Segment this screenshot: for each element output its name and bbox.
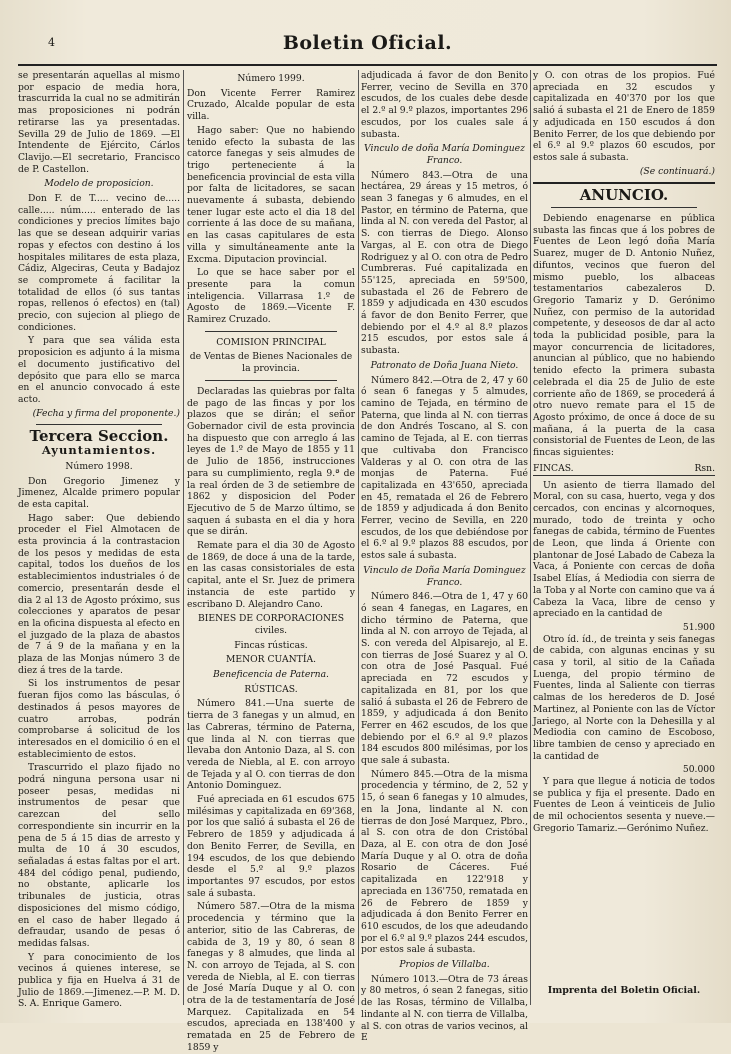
divider [205, 380, 337, 381]
imprint: Imprenta del Boletin Oficial. [547, 985, 701, 996]
paragraph: Número 846.—Otra de 1, 47 y 60 ó sean 4 fanegas, en Lagares, en dicho término de Paterna, que linda al N. con arroyo de Tejada, al S. con vereda del Alpisarejo, al E. con tierras de José Suarez y al O. con otra de José Pasqual. Fué apreciada en 72 escudos y capitalizada en 81, por los que salió á subasta el 26 de Febrero de 1859, y adjudicada á don Benito Ferrer en 462 escudos, de los que debiendo por el 6.º al 9.º plazos 184 escudos 800 milésimas, por los que sale á subasta. [361, 591, 528, 767]
paragraph: adjudicada á favor de don Benito Ferrer, vecino de Sevilla en 370 escudos, de los cuales debe desde el 2.º al 9.º plazos, importantes 296 escudos, por los cuales sale á subasta. [361, 70, 528, 140]
section-subheading: Ayuntamientos. [41, 443, 157, 458]
header-rule [18, 64, 717, 66]
section-subheading: Patronato de Doña Juana Nieto. [370, 359, 519, 371]
section-subheading: Propios de Villalba. [399, 959, 490, 971]
paragraph: Y para que llegue á noticia de todos se publica y fija el presente. Dado en Fuentes de Leon á veinticeis de Julio de mil ochocientos sesenta y nueve.—Gregorio Tamariz.—Gerónimo Nuñez. [533, 776, 715, 834]
divider [533, 182, 715, 184]
divider [36, 424, 162, 425]
paragraph: Si los instrumentos de pesar fueran fijos como las básculas, ó destinados á pesos mayores de cuatro arrobas, podrán comprobarse á solicitud de los interesados en el domicilio ó en el establecimiento de estos. [18, 678, 180, 760]
paragraph: Número 843.—Otra de una hectárea, 29 áreas y 15 metros, ó sean 3 fanegas y 6 almudes, en el Pastor, en término de Paterna, que linda al N. con vereda del Pastor, al S. con tierras de Diego. Alonso Vargas, al E. con otra de Diego Rodriguez y al O. con otra de Pedro Cumbreras. Fué capitalizada en 55'125, apreciada en 59'500, subastada el 26 de Febrero de 1859 y adjudicada en 430 escudos á favor de don Benito Ferrer, que debiendo por el 4.º al 8.º plazos 215 escudos, por estos sale á subasta. [361, 169, 528, 357]
page-number: 4 [48, 36, 55, 49]
paragraph: Y para conocimiento de los vecinos á quienes interese, se publica y fija en Huelva á 31 de Julio de 1869.—Jimenez.—P. M. D. S. A. Enrique Gamero. [18, 951, 180, 1010]
section-subheading: Fincas rústicas. [234, 639, 308, 651]
paragraph: Don F. de T..... vecino de..... calle..... núm..... enterado de las condiciones y precios límites bajo las que se desean adquirir varias ropas y efectos con destino á los hospitales militares de esta plaza, Cádiz, Algeciras, Ceuta y Badajoz se compromete á facilitar la totalidad de ellos (ó sus tantas ropas, rellenos ó efectos) en (tal) precio, con sujecion al pliego de condiciones. [18, 193, 180, 333]
table-header-fincas: FINCAS. [533, 462, 574, 474]
section-heading: COMISION PRINCIPAL [216, 336, 326, 348]
paragraph: Debiendo enagenarse en pública subasta las fincas que á los pobres de Fuentes de Leon legó doña María Suarez, muger de D. Antonio Nuñez, difuntos, vecinos que fueron del mismo pueblo, los albaceas testamentarios cabezaleros D. Gregorio Tamariz y D. Gerónimo Nuñez, con permiso de la autoridad competente, y deseosos de dar al acto toda la publicidad posible, para la mayor concurrencia de licitadores, anuncian al público, que no habiendo tenido efecto la primera subasta celebrada el dia 25 de Julio de este corriente año de 1869, se procederá á otro nuevo remate para el 15 de Agosto próximo, de once á doce de su mañana, á la puerta de la casa consistorial de Fuentes de Leon, de las fincas siguientes: [533, 213, 715, 459]
value: 51.900 [682, 621, 715, 633]
section-heading: ANUNCIO. [579, 186, 669, 205]
paragraph: Y para que sea válida esta proposicion es adjunto á la misma el documento justificativo del depósito que para ello se marca en el anuncio convocado á este acto. [18, 335, 180, 405]
paragraph: se presentarán aquellas al mismo por espacio de media hora, trascurrida la cual no se admitirán mas proposiciones ni podrán retirarse las ya presentadas. Sevilla 29 de Julio de 1869. —El Intendente de Ejército, Cárlos Clavijo.—El secretario, Francisco de P. Castellon. [18, 70, 180, 175]
notice-number: Número 1999. [237, 73, 305, 84]
table-header-rsn: Rsn. [694, 462, 715, 474]
paragraph: Declaradas las quiebras por falta de pago de las fincas y por los plazos que se dirán; el señor Gobernador civil de esta provincia ha dispuesto que con arreglo á las leyes de 1.º de Mayo de 1855 y 11 de Julio de 1856, instrucciones para su cumplimiento, regla 9.ª de la real órden de 3 de setiembre de 1862 y disposicion del Poder Ejecutivo de 5 de Marzo último, se saquen á subasta en el dia y hora que se dirán. [187, 385, 355, 538]
masthead [18, 26, 717, 58]
paragraph: Hago saber: Que debiendo proceder el Fiel Almotacen de esta provincia á la contrastacion de los pesos y medidas de esta capital, todos los dueños de los establecimientos industriales ó de comercio, presentarán desde el dia 2 al 13 de Agosto próximo, sus colecciones y aparatos de pesar en la oficina dispuesta al efecto en el juzgado de la plaza de abastos de 7 á 9 de la mañana y en la plaza de las Monjas número 3 de diez á tres de la tarde. [18, 512, 180, 676]
paragraph: Don Gregorio Jimenez y Jimenez, Alcalde primero popular de esta capital. [18, 475, 180, 510]
paragraph: Número 845.—Otra de la misma procedencia y término, de 2, 52 y 15, ó sean 6 fanegas y 10 almudes, en la Jona, lindante al N. con tierras de don José Marquez, Pbro., al S. con otra de don Cristóbal Daza, al E. con otra de don José María Duque y al O. otra de doña Rosario de Cáceres. Fué capitalizada en 122'918 y apreciada en 136'750, rematada en 26 de Febrero de 1859 y adjudicada á don Benito Ferrer en 610 escudos, de los que adeudando por el 6.º al 9.º plazos 244 escudos, por estos sale á subasta. [361, 768, 528, 956]
section-subheading: Modelo de proposicion. [44, 178, 154, 190]
table-header [533, 463, 715, 476]
notice-number: Número 1998. [65, 460, 133, 472]
column-divider [183, 70, 184, 1005]
paragraph: Otro íd. íd., de treinta y seis fanegas de cabida, con algunas encinas y su casa y toril, al sitio de la Cañada Luenga, del propio término de Fuentes, linda al Saliente con tierras calmas de los herederos de D. José Martinez, al Poniente con las de Víctor Jariego, al Norte con la Dehesilla y al Mediodia con camino de Escoboso, libre tambien de censo y apreciado en la cantidad de [533, 633, 715, 762]
section-subheading: de Ventas de Bienes Nacionales de la provincia. [189, 351, 353, 375]
paragraph: Remate para el dia 30 de Agosto de 1869, de doce á una de la tarde, en las casas consistoriales de esta capital, ante el Sr. Juez de primera instancia de este partido y escribano D. Alejandro Cano. [187, 540, 355, 610]
column-divider [358, 70, 359, 1005]
section-subheading: MENOR CUANTÍA. [226, 654, 316, 666]
section-subheading: RÚSTICAS. [244, 683, 298, 695]
paragraph: Número 842.—Otra de 2, 47 y 60 ó sean 6 fanegas y 5 almudes, camino de Tejada, en término de Paterna, que linda al N. con tierras de don Andrés Toscano, al S. con camino de Tejada, al E. con tierras que cultivaba don Francisco Valderas y al O. con otra de las monjas de Paterna. Fué capitalizada en 43'650, apreciada en 45, rematada el 26 de Febrero de 1859 y adjudicada á don Benito Ferrer, vecino de Sevilla, en 220 escudos, de los que debiéndose por el 6.º al 9.º plazos 88 escudos, por estos sale á subasta. [361, 374, 528, 562]
table-row [533, 622, 715, 634]
section-subheading: Vinculo de Doña María Dominguez Franco. [363, 564, 526, 588]
column-3 [361, 70, 528, 1044]
page-title: Boletin Oficial. [282, 32, 453, 54]
paragraph: Número 1013.—Otra de 73 áreas y 80 metros, ó sean 2 fanegas, sitio de las Rosas, término de Villalba, lindante al N. con tierra de Villalba, al S. con otras de varios vecinos, al E [361, 973, 528, 1044]
paragraph: Lo que se hace saber por el presente para la comun inteligencia. Villarrasa 1.º de Agosto de 1869.—Vicente F. Ramirez Cruzado. [187, 267, 355, 326]
paragraph: y O. con otras de los propios. Fué apreciada en 32 escudos y capitalizada en 40'370 por los que salió á subasta el 21 de Enero de 1859 y adjudicada en 150 escudos á don Benito Ferrer, de los que debiendo por el 6.º al 9.º plazos 60 escudos, por estos sale á subasta. [533, 70, 715, 163]
column-2 [187, 70, 355, 1053]
paragraph: Hago saber: Que no habiendo tenido efecto la subasta de las catorce fanegas y seis almudes de trigo perteneciente á la beneficencia provincial de esta villa por falta de licitadores, se sacan nuevamente á subasta, debiendo tener lugar este acto el dia 18 del corriente á las doce de su mañana, en las casas capitulares de esta villa y simultáneamente ante la Excma. Diputacion provincial. [187, 124, 355, 265]
section-heading: Tercera Seccion. [29, 427, 169, 446]
section-subheading: Beneficencia de Paterna. [213, 669, 329, 681]
paragraph: Don Vicente Ferrer Ramirez Cruzado, Alcalde popular de esta villa. [187, 87, 355, 123]
paragraph: Número 841.—Una suerte de tierra de 3 fanegas y un almud, en las Cabreras, término de Paterna, que linda al N. con tierras que llevaba don Antonio Daza, al S. con vereda de Niebla, al E. con arroyo de Tejada y al O. con tierras de don Antonio Dominguez. [187, 698, 355, 792]
signature-note: (Fecha y firma del proponente.) [32, 407, 180, 419]
table-row [533, 764, 715, 776]
column-1 [18, 70, 180, 1010]
paragraph: Un asiento de tierra llamado del Moral, con su casa, huerto, vega y dos cercados, con encinas y alcornoques, murado, todo de treinta y ocho fanegas de cabida, término de Fuentes de Leon, que linda á Oriente con plantonar de José Labado de Cabeza la Vaca, á Poniente con cercas de doña Isabel Elías, á Mediodia con sierra de la Toba y al Norte con camino que va á Cabeza la Vaca, libre de censo y apreciado en la cantidad de [533, 479, 715, 620]
paragraph: Fué apreciada en 61 escudos 675 milésimas y capitalizada en 69'368, por los que salió á subasta el 26 de Febrero de 1859 y adjudicada á don Benito Ferrer, de Sevilla, en 194 escudos, de los que debiendo desde el 5.º al 9.º plazos importantes 97 escudos, por estos sale á subasta. [187, 794, 355, 899]
continuation-note: (Se continuará.) [639, 165, 715, 177]
divider [205, 331, 337, 332]
divider [551, 207, 697, 208]
section-heading: BIENES DE CORPORACIONES civiles. [197, 613, 345, 636]
paragraph: Trascurrido el plazo fijado no podrá ninguna persona usar ni poseer pesas, medidas ni instrumentos de pesar que carezcan del sello correspondiente sin incurrir en la pena de 5 á 15 dias de arresto y multa de 10 á 30 escudos, señaladas á estas faltas por el art. 484 del código penal, pudiendo, no obstante, aplicarle los tribunales de justicia, otras disposiciones del mismo código, en el caso de haber llegado á defraudar, usando de pesas ó medidas falsas. [18, 762, 180, 949]
section-subheading: Vinculo de doña María Dominguez Franco. [364, 143, 525, 166]
column-divider [530, 70, 531, 1005]
paragraph: Número 587.—Otra de la misma procedencia y término que la anterior, sitio de las Cabreras, de cabida de 3, 19 y 80, ó sean 8 fanegas y 8 almudes, que linda al N. con arroyo de Tejada, al S. con vereda de Niebla, al E. con tierras de José María Duque y al O. con otra de la de testamentaría de José Marquez. Capitalizada en 54 escudos, apreciada en 138'400 y rematada en 25 de Febrero de 1859 y [187, 901, 355, 1053]
column-4 [533, 70, 715, 1005]
value: 50.000 [682, 764, 715, 776]
